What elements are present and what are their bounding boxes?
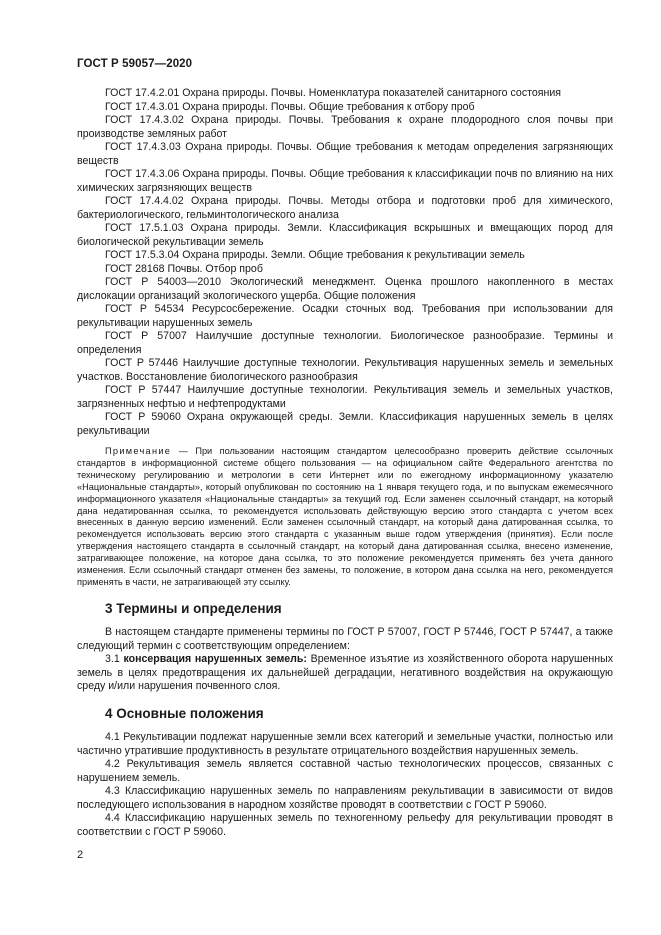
- note-label: Примечание: [105, 446, 172, 456]
- page-header-doc-id: ГОСТ Р 59057—2020: [77, 58, 193, 70]
- note-paragraph: [77, 446, 613, 589]
- reference-item: ГОСТ 17.4.2.01 Охрана природы. Почвы. Номенклатура показателей санитарного состояния: [105, 87, 561, 99]
- section-3-heading: 3 Термины и определения: [105, 600, 282, 616]
- section-4-item: 4.3 Классификацию нарушенных земель по направлениям рекультивации в зависимости от видов последующего использования в народном хозяйстве проводят в соответствии с ГОСТ Р 59060.: [77, 785, 613, 811]
- reference-item: ГОСТ 17.4.3.02 Охрана природы. Почвы. Требования к охране плодородного слоя почвы при производстве земляных работ: [77, 114, 613, 140]
- normative-references-list: [77, 87, 613, 438]
- section-4-heading: 4 Основные положения: [105, 705, 264, 721]
- reference-item: ГОСТ Р 57447 Наилучшие доступные технологии. Рекультивация земель и земельных участков, загрязненных нефтью и нефтепродуктами: [77, 384, 613, 410]
- reference-item: ГОСТ Р 57007 Наилучшие доступные технологии. Биологическое разнообразие. Термины и определения: [77, 330, 613, 356]
- reference-item: ГОСТ 28168 Почвы. Отбор проб: [105, 262, 263, 275]
- reference-item: ГОСТ 17.4.3.03 Охрана природы. Почвы. Общие требования к методам определения загрязняющих веществ: [77, 141, 613, 167]
- reference-item: ГОСТ 17.4.3.06 Охрана природы. Почвы. Общие требования к классификации почв по влиянию на них химических загрязняющих веществ: [77, 168, 613, 194]
- reference-item: ГОСТ 17.4.4.02 Охрана природы. Почвы. Методы отбора и подготовки проб для химического, бактериологического, гельминтологического анализа: [77, 195, 613, 221]
- reference-item: ГОСТ Р 57446 Наилучшие доступные технологии. Рекультивация нарушенных земель и земельных участков. Восстановление биологического разнообразия: [77, 357, 613, 383]
- reference-item: ГОСТ 17.5.3.04 Охрана природы. Земли. Общие требования к рекультивации земель: [105, 249, 525, 261]
- section-4-item: 4.2 Рекультивация земель является составной частью технологических процессов, связанных с нарушением земель.: [77, 758, 613, 784]
- term-definition: [77, 653, 613, 694]
- term-number: 3.1: [105, 653, 124, 666]
- reference-item: ГОСТ 17.4.3.01 Охрана природы. Почвы. Общие требования к отбору проб: [105, 100, 475, 113]
- reference-item: ГОСТ Р 59060 Охрана окружающей среды. Земли. Классификация нарушенных земель в целях рекультивации: [77, 411, 613, 437]
- term-name: консервация нарушенных земель:: [123, 653, 307, 666]
- reference-item: ГОСТ 17.5.1.03 Охрана природы. Земли. Классификация вскрышных и вмещающих пород для биологической рекультивации земель: [77, 222, 613, 248]
- document-body: [77, 87, 613, 839]
- section-3-intro: В настоящем стандарте применены термины по ГОСТ Р 57007, ГОСТ Р 57446, ГОСТ Р 57447, а также следующий термин с соответствующим определением:: [77, 626, 613, 652]
- section-4-item: 4.1 Рекультивации подлежат нарушенные земли всех категорий и земельные участки, полностью или частично утратившие продуктивность в результате отрицательного воздействия нарушенных земель.: [77, 731, 613, 757]
- note-text: — При пользовании настоящим стандартом целесообразно проверить действие ссылочных стандартов в информационной системе общего пользования — на официальном сайте Федерального агентства по техническому регулированию и метрологии в сети Интернет или по ежегодному информационному указателю «Национальные стандарты», который опубликован по состоянию на 1 января текущего года, и по выпускам ежемесячного информационного указателя «Национальные стандарты» за текущий год. Если заменен ссылочный стандарт, на который дана недатированная ссылка, то рекомендуется использовать действующую версию этого стандарта с учетом всех внесенных в данную версию изменений. Если заменен ссылочный стандарт, на который дана датированная ссылка, то рекомендуется использовать версию этого стандарта с указанным выше годом утверждения (принятия). Если после утверждения настоящего стандарта в ссылочный стандарт, на который дана датированная ссылка, внесено изменение, затрагивающее положение, на которое дана ссылка, то это положение рекомендуется применять без учета данного изменения. Если ссылочный стандарт отменен без замены, то положение, в котором дана ссылка на него, рекомендуется применять в части, не затрагивающей эту ссылку.: [77, 446, 613, 587]
- term-definition-text: Временное изъятие из хозяйственного оборота нарушенных земель в целях предотвращения их дальнейшей деградации, негативного воздействия на окружающую среду и/или нарушения почвенного слоя.: [77, 653, 613, 693]
- reference-item: ГОСТ Р 54003—2010 Экологический менеджмент. Оценка прошлого накопленного в местах дислокации организаций экологического ущерба. Общие положения: [77, 276, 613, 302]
- reference-item: ГОСТ Р 54534 Ресурсосбережение. Осадки сточных вод. Требования при использовании для рекультивации нарушенных земель: [77, 303, 613, 329]
- page-number: 2: [77, 849, 84, 861]
- section-4-item: 4.4 Классификацию нарушенных земель по техногенному рельефу для рекультивации проводят в соответствии с ГОСТ Р 59060.: [77, 812, 613, 838]
